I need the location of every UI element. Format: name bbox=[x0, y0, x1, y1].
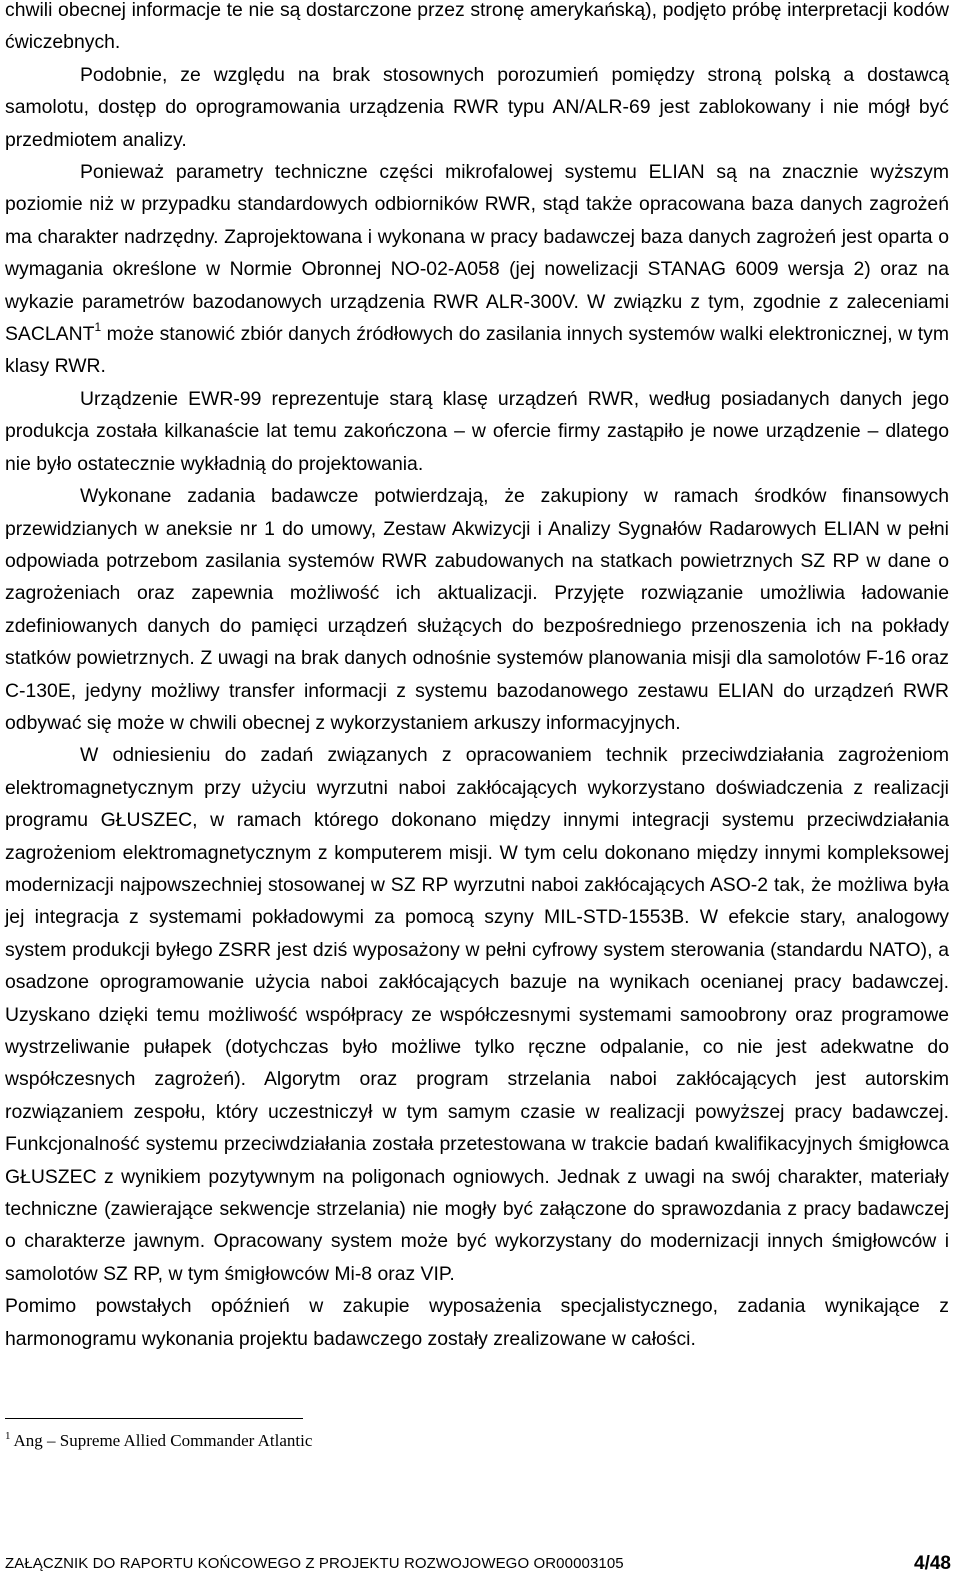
page-footer bbox=[5, 1553, 951, 1577]
paragraph bbox=[5, 156, 949, 383]
paragraph-text: Ponieważ parametry techniczne części mikrofalowej systemu ELIAN są na znacznie wyższym poziomie niż w przypadku standardowych odbiorników RWR, stąd także opracowana baza danych zagrożeń ma charakter nadrzędny. Zaprojektowana i wykonana w pracy badawczej baza danych zagrożeń jest oparta o wymagania określone w Normie Obronnej NO-02-A058 (jej nowelizacji STANAG 6009 wersja 2) oraz na wykazie parametrów bazodanowych urządzenia RWR ALR-300V. W związku z tym, zgodnie z zaleceniami SACLANT bbox=[5, 161, 949, 346]
paragraph: chwili obecnej informacje te nie są dostarczone przez stronę amerykańską), podjęto próbę interpretacji kodów ćwiczebnych. bbox=[5, 0, 949, 54]
footnote-reference: 1 bbox=[94, 320, 102, 335]
footnote-text: Ang – Supreme Allied Commander Atlantic bbox=[13, 1431, 313, 1450]
body-text bbox=[5, 0, 949, 1355]
page-number: 4/48 bbox=[914, 1553, 951, 1574]
paragraph: Wykonane zadania badawcze potwierdzają, że zakupiony w ramach środków finansowych przewidzianych w aneksie nr 1 do umowy, Zestaw Akwizycji i Analizy Sygnałów Radarowych ELIAN w pełni odpowiada potrzebom zasilania systemów RWR zabudowanych na statkach powietrznych SZ RP w dane o zagrożeniach oraz zapewnia możliwość ich aktualizacji. Przyjęte rozwiązanie umożliwia ładowanie zdefiniowanych danych do pamięci urządzeń służących do bezpośredniego przenoszenia ich na pokłady statków powietrznych. Z uwagi na brak danych odnośnie systemów planowania misji dla samolotów F-16 oraz C-130E, jedyny możliwy transfer informacji z systemu bazodanowego zestawu ELIAN do urządzeń RWR odbywać się może w chwili obecnej z wykorzystaniem arkuszy informacyjnych. bbox=[5, 485, 949, 734]
footer-title: ZAŁĄCZNIK DO RAPORTU KOŃCOWEGO Z PROJEKTU ROZWOJOWEGO OR00003105 bbox=[5, 1555, 624, 1572]
paragraph: Podobnie, ze względu na brak stosownych porozumień pomiędzy stroną polską a dostawcą samolotu, dostęp do oprogramowania urządzenia RWR typu AN/ALR-69 jest zablokowany i nie mógł być przedmiotem analizy. bbox=[5, 63, 949, 151]
paragraph-text: może stanowić zbiór danych źródłowych do zasilania innych systemów walki elektronicznej, w tym klasy RWR. bbox=[5, 323, 949, 378]
footnote bbox=[5, 1430, 312, 1452]
paragraph: W odniesieniu do zadań związanych z opracowaniem technik przeciwdziałania zagrożeniom elektromagnetycznym przy użyciu wyrzutni naboi zakłócających wykorzystano doświadczenia z realizacji programu GŁUSZEC, w ramach którego dokonano między innymi integracji systemu przeciwdziałania zagrożeniom elektromagnetycznym z komputerem misji. W tym celu dokonano między innymi kompleksowej modernizacji najpowszechniej stosowanej w SZ RP wyrzutni naboi zakłócających ASO-2 tak, że możliwa była jej integracja z systemami pokładowymi za pomocą szyny MIL-STD-1553B. W efekcie stary, analogowy system produkcji byłego ZSRR jest dziś wyposażony w pełni cyfrowy system sterowania (standardu NATO), a osadzone oprogramowanie użycia naboi zakłócających bazuje na wynikach ocenianej pracy badawczej. Uzyskano dzięki temu możliwość współpracy ze współczesnymi systemami samoobrony oraz programowe wystrzeliwanie pułapek (dotychczas było możliwe tylko ręczne odpalanie, co nie jest adekwatne do współczesnych zagrożeń). Algorytm oraz program strzelania naboi zakłócających jest autorskim rozwiązaniem zespołu, który uczestniczył w tym samym czasie w realizacji powyższej pracy badawczej. Funkcjonalność systemu przeciwdziałania została przetestowana w trakcie badań kwalifikacyjnych śmigłowca GŁUSZEC z wynikiem pozytywnym na poligonach ogniowych. Jednak z uwagi na swój charakter, materiały techniczne (zawierające sekwencje strzelania) nie mogły być załączone do sprawozdania z pracy badawczej o charakterze jawnym. Opracowany system może być wykorzystany do modernizacji innych śmigłowców i samolotów SZ RP, w tym śmigłowców Mi-8 oraz VIP. bbox=[5, 744, 949, 1285]
footnote-separator bbox=[5, 1418, 303, 1419]
paragraph: Pomimo powstałych opóźnień w zakupie wyposażenia specjalistycznego, zadania wynikające z harmonogramu wykonania projektu badawczego zostały zrealizowane w całości. bbox=[5, 1295, 949, 1350]
paragraph: Urządzenie EWR-99 reprezentuje starą klasę urządzeń RWR, według posiadanych danych jego produkcja została kilkanaście lat temu zakończona – w ofercie firmy zastąpiło je nowe urządzenie – dlatego nie było ostatecznie wykładnią do projektowania. bbox=[5, 387, 949, 475]
footnote-mark: 1 bbox=[5, 1430, 11, 1442]
